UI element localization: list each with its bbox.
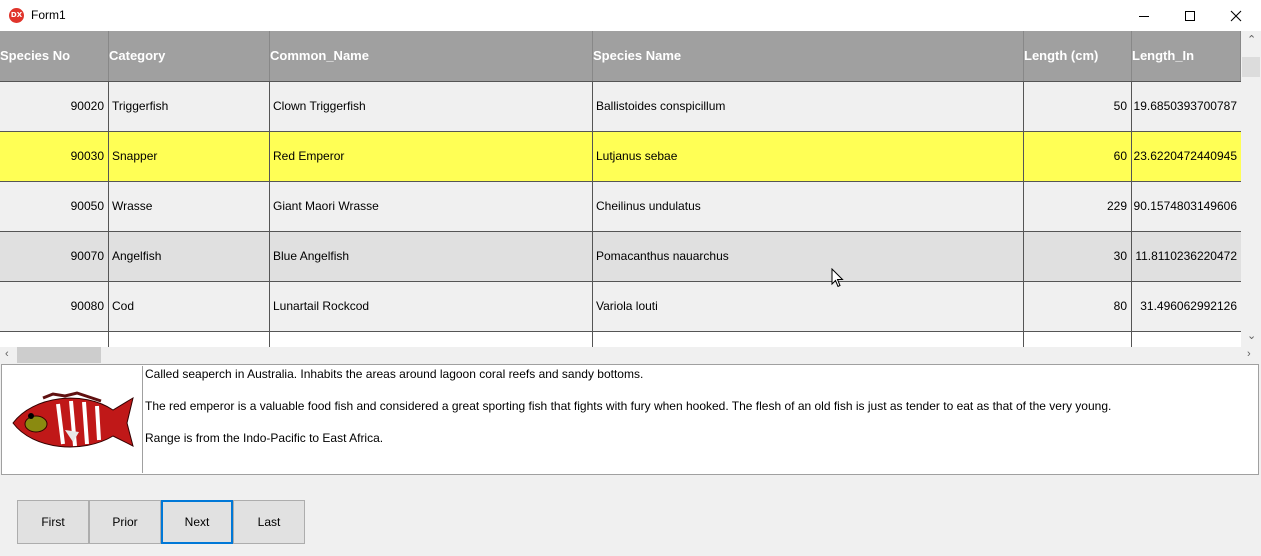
horizontal-scroll-thumb[interactable] [17, 347, 101, 363]
cell-length-in[interactable]: 31.496062992126 [1140, 299, 1237, 313]
first-button[interactable]: First [17, 500, 89, 544]
minimize-button[interactable] [1121, 0, 1167, 31]
cell-species-no[interactable]: 90070 [0, 232, 109, 281]
cell-species-name[interactable]: Pomacanthus nauarchus [593, 232, 1024, 281]
maximize-button[interactable] [1167, 0, 1213, 31]
table-row[interactable] [0, 131, 1241, 181]
memo-paragraph: The red emperor is a valuable food fish and considered a great sporting fish that fights with fury when hooked. The flesh of an old fish is just as tender to eat as that of the very young. [145, 399, 1112, 413]
fish-image [3, 366, 143, 473]
memo-paragraph: Called seaperch in Australia. Inhabits the areas around lagoon coral reefs and sandy bottoms. [145, 367, 644, 381]
app-icon: DX [9, 8, 24, 23]
horizontal-scrollbar[interactable] [0, 347, 1261, 363]
cell-category[interactable]: Wrasse [109, 182, 270, 231]
scroll-right-icon[interactable]: › [1247, 348, 1251, 360]
cell-species-name[interactable]: Variola louti [593, 282, 1024, 331]
close-button[interactable] [1213, 0, 1259, 31]
cell-category[interactable]: Triggerfish [109, 82, 270, 131]
column-header-category[interactable]: Category [109, 31, 270, 81]
table-row[interactable] [0, 231, 1241, 281]
vertical-scroll-thumb[interactable] [1242, 57, 1260, 77]
window-title: Form1 [31, 8, 66, 22]
cell-species-no[interactable]: 90050 [0, 182, 109, 231]
cell-common-name[interactable]: Clown Triggerfish [270, 82, 593, 131]
detail-panel [1, 364, 1259, 475]
table-row-partial [0, 331, 1241, 347]
cell-category[interactable]: Snapper [109, 132, 270, 181]
cell-length-cm[interactable]: 50 [1024, 82, 1132, 131]
cell-length-cm[interactable]: 60 [1024, 132, 1132, 181]
cell-species-no[interactable]: 90080 [0, 282, 109, 331]
scroll-up-icon[interactable]: ⌃ [1247, 34, 1257, 46]
cell-length-cm[interactable]: 30 [1024, 232, 1132, 281]
table-row[interactable] [0, 181, 1241, 231]
column-header-length-in[interactable]: Length_In [1132, 31, 1241, 81]
cell-species-name[interactable]: Lutjanus sebae [593, 132, 1024, 181]
cell-empty [109, 332, 270, 347]
cell-length-cm[interactable]: 229 [1024, 182, 1132, 231]
cell-common-name[interactable]: Red Emperor [270, 132, 593, 181]
cell-length-cm[interactable]: 80 [1024, 282, 1132, 331]
notes-memo[interactable] [145, 368, 1254, 464]
last-button[interactable]: Last [233, 500, 305, 544]
cell-category[interactable]: Angelfish [109, 232, 270, 281]
scroll-left-icon[interactable]: ‹ [5, 348, 9, 360]
cell-length-in[interactable]: 19.6850393700787 [1133, 99, 1237, 113]
column-header-length-cm[interactable]: Length (cm) [1024, 31, 1132, 81]
cell-length-in[interactable]: 11.8110236220472 [1135, 249, 1237, 263]
cell-category[interactable]: Cod [109, 282, 270, 331]
cell-empty [593, 332, 1024, 347]
cell-species-no[interactable]: 90020 [0, 82, 109, 131]
memo-paragraph: Range is from the Indo-Pacific to East Africa. [145, 431, 384, 445]
cell-empty [270, 332, 593, 347]
minimize-icon [1138, 10, 1150, 22]
column-header-common-name[interactable]: Common_Name [270, 31, 593, 81]
next-button[interactable]: Next [161, 500, 233, 544]
column-header-species-name[interactable]: Species Name [593, 31, 1024, 81]
vertical-scrollbar[interactable] [1241, 31, 1261, 347]
cell-common-name[interactable]: Giant Maori Wrasse [270, 182, 593, 231]
prior-button[interactable]: Prior [89, 500, 161, 544]
scroll-down-icon[interactable]: ⌄ [1247, 330, 1257, 342]
title-bar [0, 0, 1261, 31]
cell-common-name[interactable]: Blue Angelfish [270, 232, 593, 281]
cell-empty [0, 332, 109, 347]
maximize-icon [1184, 10, 1196, 22]
column-header-species-no[interactable]: Species No [0, 31, 109, 81]
cell-empty [1024, 332, 1132, 347]
cell-length-in[interactable]: 90.1574803149606 [1133, 199, 1237, 213]
close-icon [1230, 10, 1242, 22]
cell-common-name[interactable]: Lunartail Rockcod [270, 282, 593, 331]
species-grid[interactable] [0, 31, 1261, 347]
mouse-cursor-icon [831, 268, 845, 289]
cell-species-no[interactable]: 90030 [0, 132, 109, 181]
table-row[interactable] [0, 81, 1241, 131]
cell-species-name[interactable]: Cheilinus undulatus [593, 182, 1024, 231]
cell-length-in[interactable]: 23.6220472440945 [1133, 149, 1237, 163]
cell-species-name[interactable]: Ballistoides conspicillum [593, 82, 1024, 131]
table-row[interactable] [0, 281, 1241, 331]
